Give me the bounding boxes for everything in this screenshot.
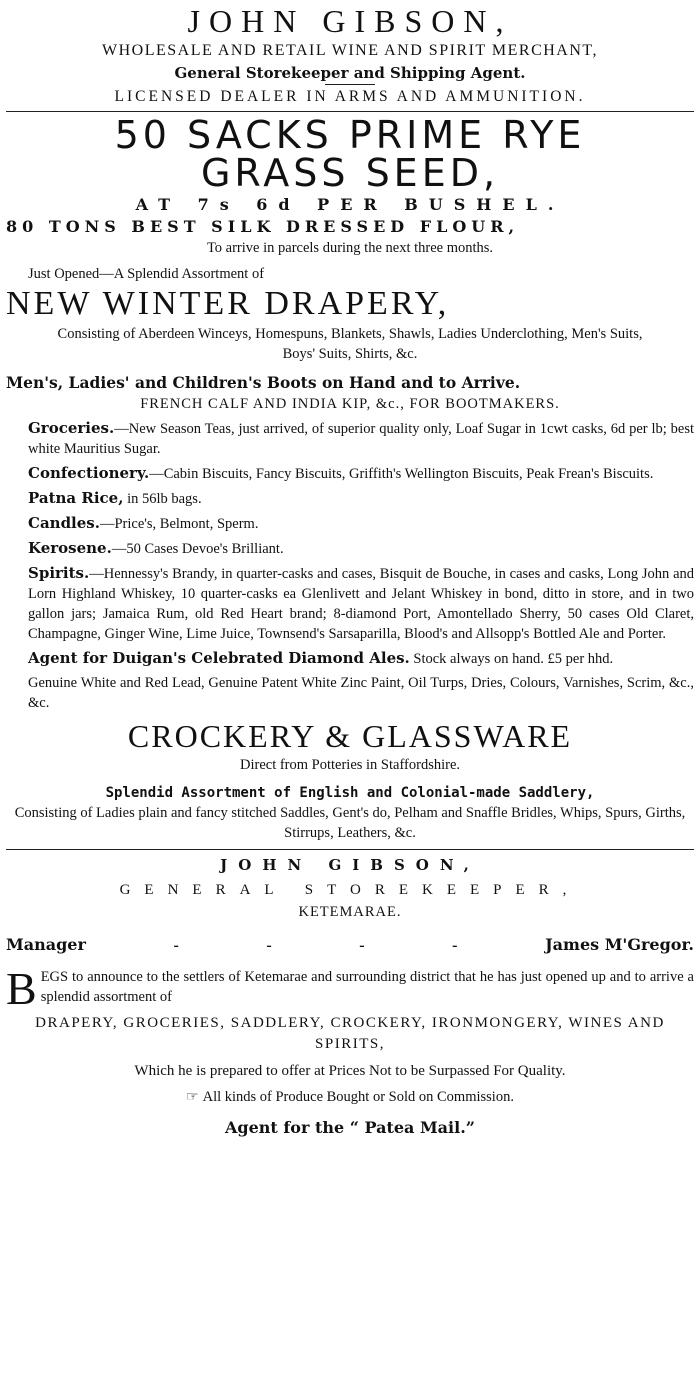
bootmakers-line: FRENCH CALF AND INDIA KIP, &c., FOR BOOTMAKERS. [140, 396, 560, 412]
item-lead: Confectionery. [28, 464, 150, 482]
produce-line [6, 1087, 694, 1108]
dash: - [266, 937, 272, 954]
item-text: —Hennessy's Brandy, in quarter-casks and cases, Bisquit de Bouche, in cases and casks, Long John and Lorn Highland Whiskey, 10 quarter-casks ea Glenlivett and Jelant Whiskey in bond, ditto in store, and in two gallon jars; Jamaica Rum, old Red Heart brand; 8-diamond Port, Amontellado Sherry, 50 cases Old Claret, Champagne, Ginger Wine, Lime Juice, Townsend's Sarsaparilla, Blood's and Allsopp's Bottled Ale and Porter. [28, 566, 694, 642]
dash: - [452, 937, 458, 954]
section-divider [6, 849, 694, 850]
flour-arrival: To arrive in parcels during the next three months. [206, 240, 494, 256]
crockery-title: CROCKERY & GLASSWARE [127, 718, 573, 754]
item-lead: Spirits. [28, 564, 90, 582]
manager-name: James M'Gregor. [545, 935, 694, 954]
boots-line: Men's, Ladies' and Children's Boots on Hand and to Arrive. [6, 373, 521, 392]
manager-label: Manager [6, 935, 86, 954]
dash: - [359, 937, 365, 954]
prices-line: Which he is prepared to offer at Prices Not to be Surpassed For Quality. [134, 1063, 566, 1079]
saddlery-description: Consisting of Ladies plain and fancy stitched Saddles, Gent's do, Pelham and Snaffle Bridles, Whips, Spurs, Girths, Stirrups, Leathers, &c. [14, 805, 686, 841]
item-text: —Price's, Belmont, Sperm. [99, 516, 259, 532]
seed-subheadline: GRASS SEED, [200, 151, 500, 195]
header-line-merchant: WHOLESALE AND RETAIL WINE AND SPIRIT MERCHANT, [102, 42, 598, 59]
item-text: in 56lb bags. [123, 491, 202, 507]
seed-price: AT 7s 6d PER BUSHEL. [135, 195, 565, 214]
drop-cap: B [6, 963, 37, 1014]
item-text: —Cabin Biscuits, Fancy Biscuits, Griffith's Wellington Biscuits, Peak Frean's Biscuits. [149, 466, 654, 482]
header-name: JOHN GIBSON, [187, 3, 513, 39]
item-kerosene [6, 538, 694, 559]
second-header-place: KETEMARAE. [298, 904, 402, 920]
flour-line: 80 TONS BEST SILK DRESSED FLOUR, [6, 217, 520, 236]
dash: - [173, 937, 179, 954]
drapery-description: Consisting of Aberdeen Winceys, Homespuns, Blankets, Shawls, Ladies Underclothing, Men's Suits, Boys' Suits, Shirts, &c. [57, 326, 643, 362]
item-groceries [6, 418, 694, 459]
header-line-agent: General Storekeeper and Shipping Agent. [174, 64, 526, 82]
begs-text: EGS to announce to the settlers of Ketemarae and surrounding district that he has just opened up and to arrive a splendid assortment of [40, 969, 694, 1005]
agent-line: Agent for the “ Patea Mail.” [225, 1118, 475, 1137]
item-lead: Agent for Duigan's Celebrated Diamond Ales. [28, 649, 410, 667]
section-divider [6, 111, 694, 112]
drapery-intro: Just Opened—A Splendid Assortment of [28, 266, 265, 282]
header-line-dealer: LICENSED DEALER IN ARMS AND AMMUNITION. [114, 88, 586, 105]
second-header-role: GENERAL STOREKEEPER, [119, 882, 581, 898]
seed-headline: 50 SACKS PRIME RYE [114, 113, 586, 157]
item-rice [6, 488, 694, 509]
items-list [6, 418, 694, 669]
item-lead: Groceries. [28, 419, 115, 437]
pointing-hand-icon: ☞ [186, 1090, 199, 1105]
item-candles [6, 513, 694, 534]
item-ales [6, 648, 694, 669]
item-lead: Patna Rice, [28, 489, 124, 507]
advertisement-page [6, 0, 694, 1137]
item-lead: Kerosene. [28, 539, 112, 557]
item-text: —New Season Teas, just arrived, of superior quality only, Loaf Sugar in 1cwt casks, 6d per lb; best white Mauritius Sugar. [28, 421, 694, 457]
item-confectionery [6, 463, 694, 484]
drapery-title: NEW WINTER DRAPERY, [6, 285, 450, 322]
second-header-name: JOHN GIBSON, [220, 856, 480, 874]
paint-paragraph: Genuine White and Red Lead, Genuine Patent White Zinc Paint, Oil Turps, Dries, Colours, Varnishes, Scrim, &c., &c. [28, 675, 694, 711]
item-text: —50 Cases Devoe's Brilliant. [111, 541, 284, 557]
saddlery-title: Splendid Assortment of English and Colonial-made Saddlery, [105, 785, 595, 801]
produce-text: All kinds of Produce Bought or Sold on Commission. [202, 1089, 514, 1105]
crockery-subtitle: Direct from Potteries in Staffordshire. [240, 757, 460, 773]
goods-list: DRAPERY, GROCERIES, SADDLERY, CROCKERY, IRONMONGERY, WINES AND SPIRITS, [35, 1015, 665, 1052]
manager-row [6, 932, 694, 959]
item-text: Stock always on hand. £5 per hhd. [409, 651, 614, 667]
begs-paragraph [6, 963, 694, 1014]
item-lead: Candles. [28, 514, 100, 532]
item-spirits [6, 563, 694, 644]
